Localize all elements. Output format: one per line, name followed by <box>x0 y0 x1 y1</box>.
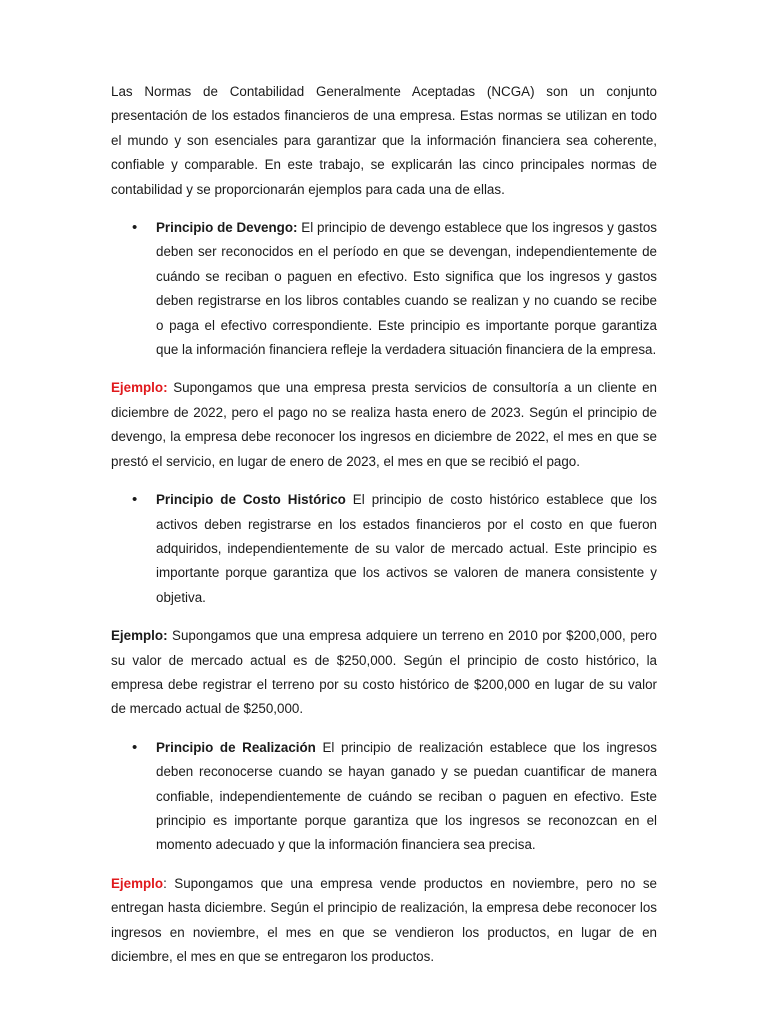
term-costo-historico: Principio de Costo Histórico <box>156 492 346 508</box>
text-realizacion: El principio de realización establece que los ingresos deben reconocerse cuando se hayan ganado y se puedan cuantificar de manera confiable, independientemente de cuándo se reciban o paguen en efectivo. Este principio es importante porque garantiza que los ingresos se reconozcan en el momento adecuado y que la información financiera sea precisa. <box>156 739 657 853</box>
example-label-devengo: Ejemplo: <box>111 380 168 396</box>
term-devengo: Principio de Devengo: <box>156 220 298 236</box>
example-costo-historico <box>111 624 657 722</box>
example-realizacion <box>111 872 657 970</box>
example-text-costo-historico: Supongamos que una empresa adquiere un terreno en 2010 por $200,000, pero su valor de mercado actual es de $250,000. Según el principio de costo histórico, la empresa debe registrar el terreno por su costo histórico de $200,000 en lugar de su valor de mercado actual de $250,000. <box>111 628 657 717</box>
example-text-devengo: Supongamos que una empresa presta servicios de consultoría a un cliente en diciembre de 2022, pero el pago no se realiza hasta enero de 2023. Según el principio de devengo, la empresa debe reconocer los ingresos en diciembre de 2022, el mes en que se prestó el servicio, en lugar de enero de 2023, el mes en que se recibió el pago. <box>111 380 657 469</box>
example-devengo <box>111 376 657 474</box>
intro-paragraph: Las Normas de Contabilidad Generalmente Aceptadas (NCGA) son un conjunto presentación de los estados financieros de una empresa. Estas normas se utilizan en todo el mundo y son esenciales para garantizar que la información financiera sea coherente, confiable y comparable. En este trabajo, se explicarán las cinco principales normas de contabilidad y se proporcionarán ejemplos para cada una de ellas. <box>111 84 657 197</box>
bullet-icon: • <box>132 219 138 237</box>
example-label-realizacion: Ejemplo <box>111 875 164 891</box>
bullet-icon: • <box>132 491 138 509</box>
bullet-realizacion <box>111 736 657 858</box>
example-label-costo-historico: Ejemplo: <box>111 628 168 644</box>
bullet-icon: • <box>132 738 138 756</box>
text-devengo: El principio de devengo establece que los ingresos y gastos deben ser reconocidos en el período en que se devengan, independientemente de cuándo se reciban o paguen en efectivo. Esto significa que los ingresos y gastos deben registrarse en los libros contables cuando se realizan y no cuando se recibe o paga el efectivo correspondiente. Este principio es importante porque garantiza que la información financiera refleje la verdadera situación financiera de la empresa. <box>156 220 658 358</box>
bullet-costo-historico <box>111 488 657 610</box>
text-costo-historico: El principio de costo histórico establece que los activos deben registrarse en los estados financieros por el costo en que fueron adquiridos, independientemente de su valor de mercado actual. Este principio es importante porque garantiza que los activos se valoren de manera consistente y objetiva. <box>156 492 657 605</box>
example-text-realizacion: : Supongamos que una empresa vende productos en noviembre, pero no se entregan hasta diciembre. Según el principio de realización, la empresa debe reconocer los ingresos en noviembre, el mes en que se vendieron los productos, en lugar de en diciembre, el mes en que se entregaron los productos. <box>111 875 657 964</box>
bullet-devengo <box>111 216 657 362</box>
term-realizacion: Principio de Realización <box>156 739 316 755</box>
